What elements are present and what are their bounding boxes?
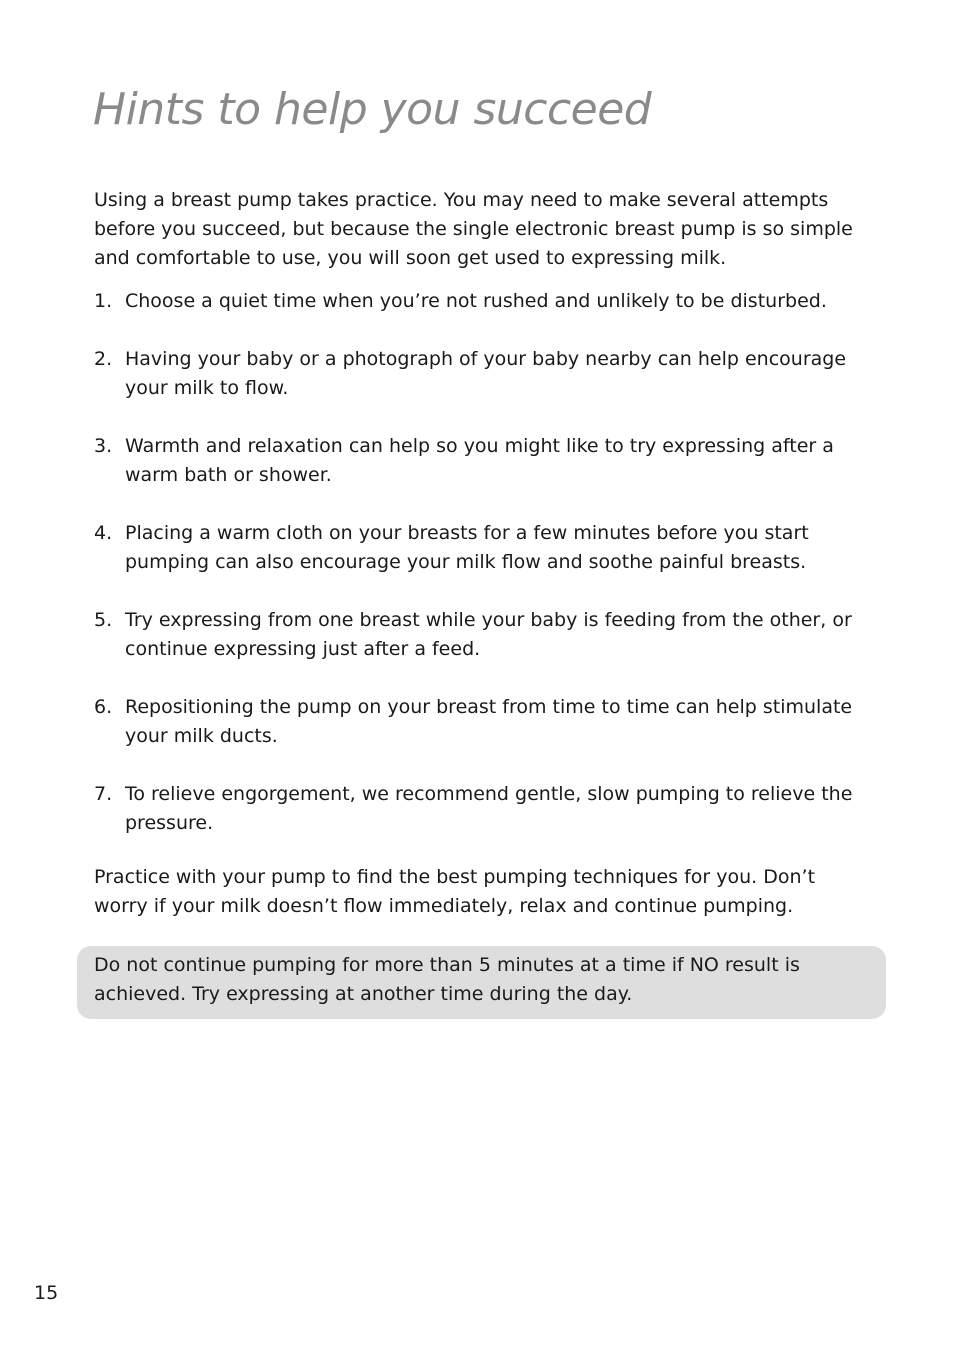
list-item-number: 5. xyxy=(94,609,113,631)
list-item-text: Try expressing from one breast while your baby is feeding from the other, or continue expressing just after a feed. xyxy=(125,609,852,660)
list-item-number: 2. xyxy=(94,348,113,370)
list-item-text: To relieve engorgement, we recommend gentle, slow pumping to relieve the pressure. xyxy=(125,783,853,834)
page-title: Hints to help you succeed xyxy=(93,84,652,135)
list-item xyxy=(94,606,874,664)
list-item-number: 6. xyxy=(94,696,113,718)
list-item-number: 1. xyxy=(94,290,113,312)
warning-notice-box xyxy=(77,946,886,1019)
intro-paragraph: Using a breast pump takes practice. You may need to make several attempts before you succeed, but because the single electronic breast pump is so simple and comfortable to use, you will soon get used to expressing milk. xyxy=(94,189,853,269)
list-item xyxy=(94,780,874,838)
list-item-text: Warmth and relaxation can help so you might like to try expressing after a warm bath or shower. xyxy=(125,435,834,486)
list-item xyxy=(94,519,874,577)
list-item-text: Placing a warm cloth on your breasts for a few minutes before you start pumping can also encourage your milk flow and soothe painful breasts. xyxy=(125,522,809,573)
list-item-number: 3. xyxy=(94,435,113,457)
closing-paragraph: Practice with your pump to find the best pumping techniques for you. Don’t worry if your milk doesn’t flow immediately, relax and continue pumping. xyxy=(94,866,816,917)
list-item-text: Choose a quiet time when you’re not rushed and unlikely to be disturbed. xyxy=(125,290,827,312)
list-item xyxy=(94,432,874,490)
hints-list xyxy=(94,287,874,867)
list-item xyxy=(94,345,874,403)
list-item-number: 7. xyxy=(94,783,113,805)
list-item xyxy=(94,287,874,316)
page-number: 15 xyxy=(34,1282,59,1304)
list-item-text: Having your baby or a photograph of your baby nearby can help encourage your milk to flow. xyxy=(125,348,847,399)
list-item xyxy=(94,693,874,751)
list-item-number: 4. xyxy=(94,522,113,544)
warning-notice-text: Do not continue pumping for more than 5 minutes at a time if NO result is achieved. Try expressing at another time during the day. xyxy=(94,954,800,1005)
list-item-text: Repositioning the pump on your breast from time to time can help stimulate your milk ducts. xyxy=(125,696,853,747)
